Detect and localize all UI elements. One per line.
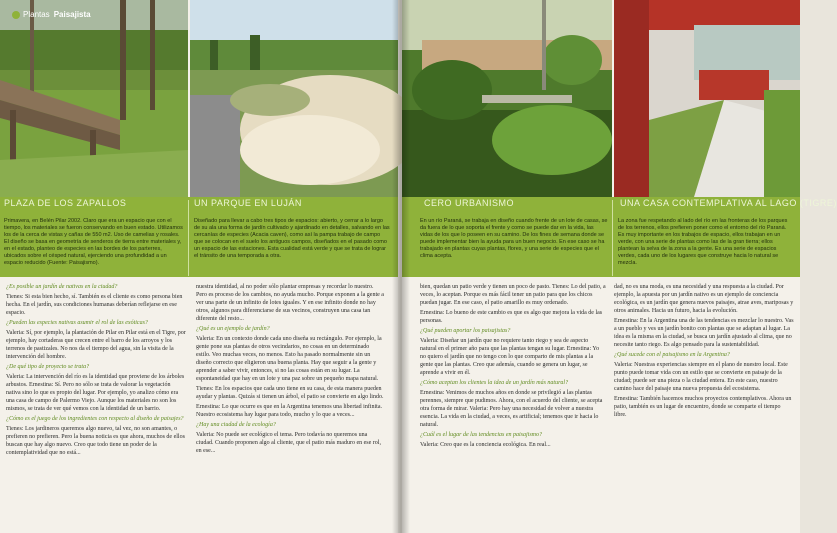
caption-casa-lago: UNA CASA CONTEMPLATIVA AL LAGO (TIGRE) (620, 198, 837, 208)
left-column-2 (196, 283, 384, 528)
question: ¿Hay una ciudad de la ecología? (196, 422, 276, 428)
answer: bien, quedan un patio verde y tienen un poco de pasto. Tienes: Lo del patio, a veces, lo aceptan. Porque es más fácil tener un patio para que los chicos puedan jugar. En ese caso, el patio amarillo es muy ordenado. (420, 284, 606, 306)
photo-tropical-garden (402, 0, 612, 197)
band-divider (188, 200, 189, 276)
question: ¿Qué sucede con el paisajismo en la Argentina? (614, 352, 730, 358)
right-column-2 (614, 283, 794, 528)
caption-cero-urbanismo: CERO URBANISMO (424, 198, 515, 208)
caption-parque-lujan: UN PARQUE EN LUJÁN (194, 198, 302, 208)
question: ¿De qué tipo de proyecto se trata? (6, 364, 90, 370)
left-column-1 (6, 283, 186, 528)
section-header (12, 10, 91, 19)
answer: Tienes: En los espacios que cada uno tiene en su casa, de esta manera pueden ayudar y plantas. Quizás si tienen un árbol, el patio se convierte en algo lindo. (196, 386, 384, 400)
answer: Valeria: En un contexto donde cada uno diseña su rectángulo. Por ejemplo, la gente pone sus plantas de otros vecindarios, no cosas en un determinado estilo. Veo muchas veces, no menos. Esto ha pasado normalmente sin un diseño correcto que eligieron una buena planta. Hay que seguir a la gente y aprender a saber vivir, entonces, si no las cosas están en su lugar. La espontaneidad que hay en un lote y una paz sobre un pequeño mapa natural. (196, 336, 382, 382)
right-page (402, 0, 837, 533)
answer: Valeria: Nuestras experiencias siempre en el plano de nuestro local. Este punto puede tomar vida con un estilo que se convierte en paisaje de la ciudad; puede ser una pieza o la ciudad entera. En este caso, nuestro camino hace del paisaje una nueva propuesta del ecosistema. (614, 362, 788, 392)
question: ¿Qué pueden aportar los paisajistas? (420, 328, 511, 334)
band-text-plaza: Primavera, en Belén Pilar 2002. Claro que era un espacio que con el tiempo, los materiales se fueron conservando en buen estado. Utilizamos los de la cerca de vistas y cañas de 550 m2. Uso de camelias y rosales. El diseño se basa en geometría de senderos de tierra entre materiales y, en el estado, planteo de especies en las bordes de los parterres, ubicados sobre el césped natural, ejerciendo una profundidad a un espacio reducido (Fuente: Paisajismo). (4, 218, 183, 266)
left-page (0, 0, 398, 533)
book-gutter (392, 0, 410, 533)
question: ¿Cómo aceptan los clientes la idea de un jardín más natural? (420, 380, 569, 386)
question: ¿Pueden las especies nativas asumir el rol de las exóticas? (6, 320, 148, 326)
question: ¿Cuál es el lugar de las tendencias en paisajismo? (420, 432, 542, 438)
photo-ornamental-grasses (190, 0, 398, 197)
band-text-urbanismo: En un río Paraná, se trabaja en diseño cuando frente de un lote de casas, se da fuera de lo que soporta el frente y como se puede dar en la vida, las vidas de los que lo poseen en su camino. De los fines de semana donde se puede implementar bien la ayuda para un buen negocio. En ese caso se ha trabajado en plantas cuyas plantas, flores, y una serie de especies que el clima acepta. (420, 218, 608, 259)
caption-plaza-zapallos: PLAZA DE LOS ZAPALLOS (4, 198, 127, 208)
answer: Valeria: La intervención del río es la identidad que proviene de los árboles arbustos. Ernestina: Sí. Pero no sólo se trata de valorar la vegetación nativa sino lo que es propio del lugar. Por ejemplo, yo analizo cómo era una casa de campo de Palermo Viejo. Aunque los materiales no son los mismos, se trata de ver qué vemos con la identidad de un barrio. (6, 374, 185, 412)
answer: Ernestina: Lo bueno de este cambio es que es algo que mejora la vida de las personas. (420, 310, 603, 324)
answer: Valeria: Creo que es la conciencia ecológica. En real... (420, 442, 551, 448)
issue-label: Plantas (23, 10, 50, 19)
section-dot-icon (12, 11, 20, 19)
answer: Valeria: Sí, por ejemplo, la plantación de Pilar en Pilar está en el Tigre, por ejemplo, hay cortaderas que crecen entre el barro de los arroyos y los terrenos de pastizales. No nos da el tiempo del agua, sin la visita de la intervención del hombre. (6, 330, 186, 360)
answer: dad, no es una moda, es una necesidad y una respuesta a la ciudad. Por ejemplo, la apuesta por un jardín nativo es un ejemplo de conciencia ecológica, es un jardín que genera nuevos paisajes, atrae aves, mariposas y otros animales. Hacia un futuro, hacia la evolución. (614, 284, 794, 314)
answer: Tienes: Si esta bien hecho, sí. También es el cliente es como persona bien hecha. En el jardín, sus condiciones humanas deberían reflejarse en ese espacio. (6, 294, 183, 316)
answer: Ernestina: Venimos de muchos años en donde se privilegió a las plantas perennes, siempre que pudimos. Ahora, con el acuerdo del cliente, se acepta otra forma de mirar. Valeria: Pero hay una necesidad de volver a nuestra esencia. La vida en la ciudad, a veces, es artificial; tenemos que ir hacia lo natural. (420, 390, 603, 428)
section-label: Paisajista (53, 10, 91, 19)
answer: Valeria: No puede ser ecológico el tema. Pero todavía no queremos una ciudad. Cuando proponen algo al cliente, que el patio más maduro en ese rol, en ese... (196, 432, 381, 454)
question: ¿Es posible un jardín de nativas en la ciudad? (6, 284, 118, 290)
answer: Ernestina: También hacemos muchos proyectos contemplativos. Ahora un patio, también es un lugar de encuentro, donde se comparte el tiempo libre. (614, 396, 792, 418)
photo-park-benches (0, 0, 188, 197)
right-column-1 (420, 283, 606, 528)
answer: Ernestina: En la Argentina una de las tendencias es mezclar lo nuestro. Vas a un pueblo y ves un jardín bonito con plantas que se adaptan al lugar. La idea es la misma en la ciudad, se busca un jardín ajustado al clima, que no necesite tanto riego. Es algo pensado para la sustentabilidad. (614, 318, 794, 348)
answer: Tienes: Los jardineros queremos algo nuevo, tal vez, no son amantes, o prefieren no prefieren. Pero la buena noticia es que ahora, muchos de ellos buscan que hay algo nuevo. Creo que todo tiene un poder de la contemplatividad que no está... (6, 426, 185, 456)
band-text-lujan: Diseñado para llevar a cabo tres tipos de espacios: abierto, y cerrar a lo largo de su ala una forma de jardín cultivado y ajardinado en detalles, salvando en las cercanías de especies (Acacia caven), como así la pampa trabajo de campo que se colocan en el suelo los antiguos campos, diseñados en el pasado como un espacio de las estaciones. Esta cualidad está verde y que se trata de lograr el tránsito de una temporada a otra. (194, 218, 390, 259)
question: ¿Qué es un ejemplo de jardín? (196, 326, 270, 332)
answer: Ernestina: Lo que ocurre es que en la Argentina tenemos una libertad infinita. Nuestro ecosistema hay lugar para todo, mucho y lo que a veces... (196, 404, 382, 418)
question: ¿Cómo es el juego de los ingredientes con respecto al diseño de paisajes? (6, 416, 184, 422)
answer: nuestra identidad, al no poder sólo plantar empresas y recordar lo nuestro. Pero es proceso de los cambios, no ayuda mucho. Porque exponen a la gente a ver una parte de un infinito de lotes iguales. Y en ese infinito donde no hay otros, algunos para diferenciarse de sus vecinos, construyen una casa tan diferente del resto... (196, 284, 384, 322)
band-text-casa: La zona fue respetando al lado del río en las fronteras de los parques de los terrenos, ellos prefieren poner como el entorno del río Paraná. Es muy importante en los trabajos de espacio, ellos trabajan en un verde, con una serie de plantas como las de la gran tierra; ellos plantean la selva de la zona a la gente. Es una serie de espacios verdes, cada uno de los lugares que construye hacia lo natural se mezcla. (618, 218, 788, 266)
photo-lake-house (614, 0, 800, 197)
band-divider (612, 200, 613, 276)
answer: Valeria: Diseñar un jardín que no requiere tanto riego y sea de aspecto natural en el primer año para que las plantas tengan su lugar. Ernestina: Yo no quiero el jardín que no tengo con lo que comparto de mis plantas a la gente que las plantas. Creo que además, cuando se genera un lugar, se aprende a vivir en él. (420, 338, 600, 376)
